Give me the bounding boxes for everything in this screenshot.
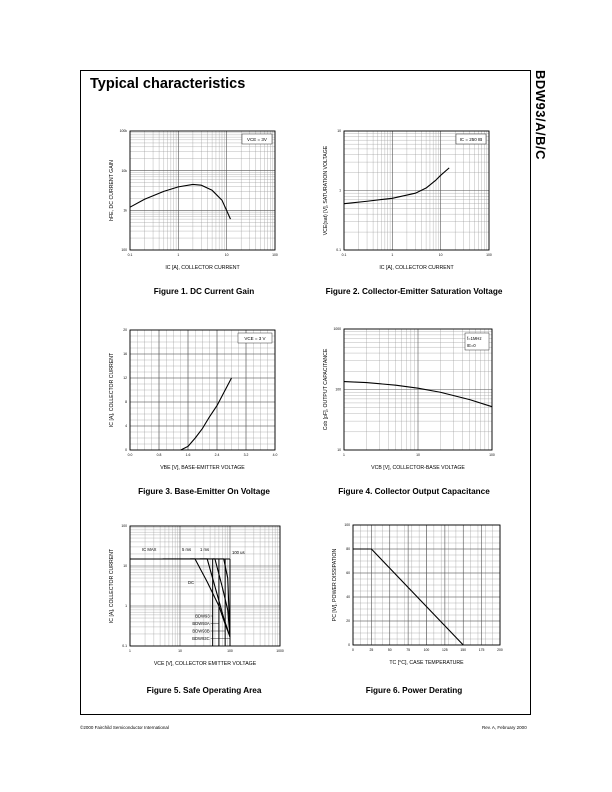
chart-6-y-tick-label: 40 (346, 595, 350, 600)
chart-6-x-axis-label: TC [°C], CASE TEMPERATURE (389, 660, 464, 666)
chart-6-x-tick-label: 100 (423, 648, 430, 652)
chart-6-y-tick-label: 0 (348, 643, 350, 648)
chart-2-annotation: IC = 250 IB (459, 137, 483, 142)
chart-1-series-line-0 (130, 184, 230, 219)
figure-2-caption: Figure 2. Collector-Emitter Saturation Voltage (325, 287, 503, 296)
chart-5-y-axis-label: IC [A], COLLECTOR CURRENT (109, 548, 115, 624)
chart-3-x-tick-label: 1.6 (185, 453, 191, 457)
page-title: Typical characteristics (90, 76, 246, 92)
chart-6-x-tick-label: 150 (460, 648, 467, 652)
chart-6-x-tick-label: 0 (352, 648, 354, 652)
chart-5-y-tick-label: 10 (123, 564, 127, 569)
chart-4-y-axis-label: Cob [pF], OUTPUT CAPACITANCE (323, 348, 329, 431)
figure-6-caption: Figure 6. Power Derating (365, 686, 463, 695)
chart-1-y-tick-label: 100 (121, 248, 127, 253)
chart-3-x-tick-label: 0.0 (127, 453, 133, 457)
chart-6-y-axis-label: PC [W], POWER DISSIPATION (332, 548, 338, 622)
chart-6-x-tick-label: 75 (406, 648, 411, 652)
figure-5-caption: Figure 5. Safe Operating Area (146, 686, 262, 695)
footer-left: ©2000 Fairchild Semiconductor International (80, 725, 169, 730)
chart-5-device-label: BDW93 (195, 613, 210, 619)
chart-6-x-tick-label: 200 (497, 648, 503, 652)
chart-5-x-axis-label: VCE [V], COLLECTOR EMITTER VOLTAGE (153, 661, 257, 667)
figure-1-caption: Figure 1. DC Current Gain (153, 287, 255, 296)
chart-2-y-tick-label: 1 (339, 188, 341, 193)
chart-6-x-tick-label: 25 (369, 648, 374, 652)
chart-5-label-100us: 100 us (232, 549, 245, 555)
chart-6-y-tick-label: 80 (346, 547, 350, 552)
chart-2-series-line-0 (344, 168, 449, 204)
chart-6-x-tick-label: 175 (478, 648, 485, 652)
chart-3-x-axis-label: VBE [V], BASE-EMITTER VOLTAGE (160, 465, 245, 471)
figure-4-caption: Figure 4. Collector Output Capacitance (338, 487, 490, 496)
chart-1-y-tick-label: 1k (123, 208, 127, 213)
chart-4-annotation-2: IE=0 (467, 343, 476, 348)
chart-1-y-axis-label: hFE, DC CURRENT GAIN (109, 160, 115, 221)
chart-5-label-5ms: 5 ms (182, 546, 192, 552)
chart-1-x-axis-label: IC [A], COLLECTOR CURRENT (165, 265, 240, 271)
chart-1-x-tick-label: 1 (177, 253, 180, 257)
chart-3-x-tick-label: 4.0 (272, 453, 278, 457)
chart-5-y-tick-label: 0.1 (122, 644, 127, 649)
chart-1-annotation: VCE = 3V (247, 137, 267, 142)
chart-1-x-tick-label: 0.1 (127, 253, 133, 257)
chart-5-device-label: BDW93B (192, 628, 210, 634)
side-title: BDW93/A/B/C (533, 70, 548, 161)
chart-5-x-tick-label: 1000 (276, 649, 284, 653)
chart-4-x-tick-label: 1 (343, 453, 345, 457)
chart-4-y-tick-label: 10 (337, 448, 341, 453)
chart-5-label-icmax: IC MAX (142, 546, 157, 552)
chart-6-y-tick-label: 100 (344, 523, 350, 528)
chart-2-y-tick-label: 10 (337, 129, 341, 134)
chart-5-x-tick-label: 10 (178, 649, 182, 653)
chart-2-x-tick-label: 100 (486, 253, 492, 257)
chart-6-x-tick-label: 50 (387, 648, 392, 652)
chart-3-x-tick-label: 3.2 (243, 453, 249, 457)
chart-3-y-tick-label: 4 (125, 424, 127, 429)
chart-3-annotation: VCE = 3 V (244, 336, 266, 341)
chart-5-device-label: BDW93A (192, 621, 210, 626)
chart-6-y-tick-label: 20 (346, 619, 350, 624)
chart-3-y-tick-label: 16 (123, 352, 127, 357)
chart-2-x-tick-label: 0.1 (341, 253, 347, 257)
footer-right: Rev. A, February 2000 (482, 725, 527, 730)
chart-4-x-axis-label: VCB [V], COLLECTOR-BASE VOLTAGE (371, 465, 465, 471)
chart-2-x-tick-label: 10 (438, 253, 443, 257)
chart-5-y-tick-label: 100 (121, 524, 127, 529)
chart-3-y-tick-label: 20 (123, 328, 127, 333)
chart-1-y-tick-label: 100k (119, 129, 127, 134)
chart-2-x-axis-label: IC [A], COLLECTOR CURRENT (379, 265, 454, 271)
chart-6-x-tick-label: 125 (442, 648, 448, 652)
chart-3-y-tick-label: 0 (125, 448, 127, 453)
chart-3-y-axis-label: IC [A], COLLECTOR CURRENT (109, 352, 115, 428)
chart-2-x-tick-label: 1 (391, 253, 394, 257)
chart-5-x-tick-label: 1 (129, 649, 131, 653)
chart-3-y-tick-label: 12 (123, 376, 127, 381)
chart-5-label-1ms: 1 ms (200, 546, 210, 552)
chart-3-x-tick-label: 2.4 (214, 453, 220, 457)
chart-5-device-label: BDW93C (192, 636, 210, 641)
chart-6-y-tick-label: 60 (346, 571, 350, 576)
chart-3-y-tick-label: 8 (125, 400, 127, 405)
figure-3-caption: Figure 3. Base-Emitter On Voltage (138, 487, 270, 496)
chart-4-y-tick-label: 100 (335, 387, 341, 392)
chart-5-label-dc: DC (188, 579, 195, 585)
chart-4-x-tick-label: 10 (416, 453, 420, 457)
chart-3-x-tick-label: 0.8 (156, 453, 162, 457)
chart-5-y-tick-label: 1 (125, 604, 127, 609)
chart-1-y-tick-label: 10k (121, 168, 127, 173)
chart-4-annotation-1: f=1MHz (467, 336, 482, 341)
chart-2-y-axis-label: VCE(sat) [V], SATURATION VOLTAGE (323, 145, 329, 236)
chart-1-x-tick-label: 100 (272, 253, 278, 257)
chart-4-y-tick-label: 1000 (333, 327, 341, 332)
chart-4-x-tick-label: 100 (489, 453, 495, 457)
chart-1-plot-border (130, 131, 275, 250)
chart-2-y-tick-label: 0.1 (336, 248, 341, 253)
chart-1-x-tick-label: 10 (224, 253, 229, 257)
chart-5-x-tick-label: 100 (227, 649, 233, 653)
